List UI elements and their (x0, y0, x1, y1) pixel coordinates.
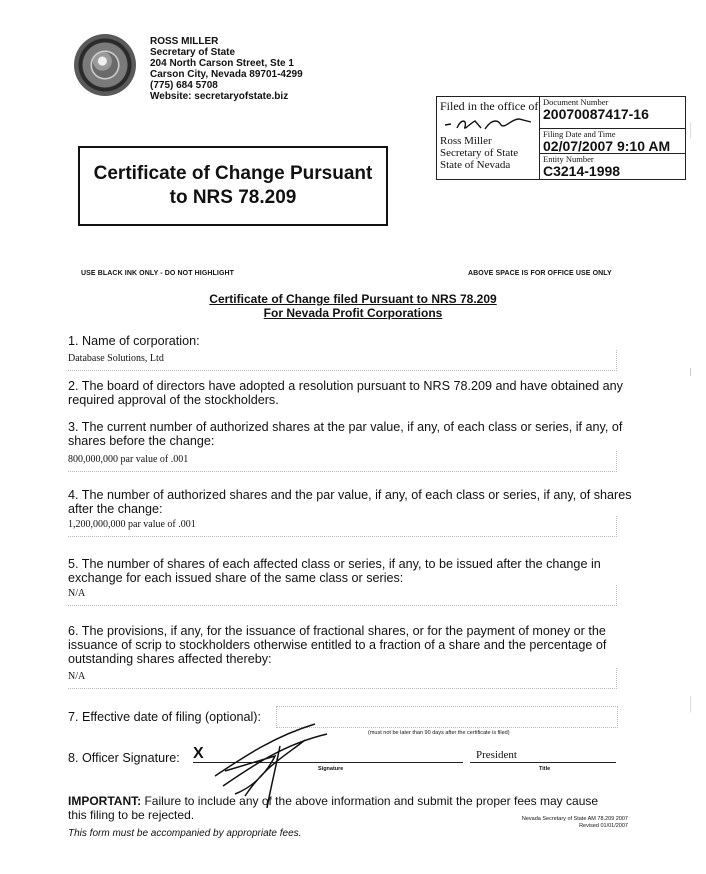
form-identifier (494, 816, 628, 830)
filing-date-cell (540, 129, 685, 154)
shares-issued-field[interactable] (68, 585, 617, 606)
certificate-title-box (78, 146, 388, 226)
secretary-title: Secretary of State (440, 147, 519, 159)
officer-title-value: President (476, 749, 517, 761)
entity-number-cell (540, 154, 685, 179)
form-subtitle-line1: Certificate of Change filed Pursuant to NRS 78.209 (209, 292, 497, 306)
filing-date-label: Filing Date and Time (543, 129, 616, 139)
fractional-shares-value: N/A (68, 671, 86, 682)
entity-number-label: Entity Number (543, 154, 594, 164)
item-6-label: 6. The provisions, if any, for the issuance of fractional shares, or for the payment of money or the issuance of scrip to stockholders otherwise entitled to a fraction of a share and the percentage of outstanding shares affected thereby: (68, 624, 607, 666)
form-revised-text: Revised 01/01/2007 (579, 823, 628, 829)
effective-date-note: (must not be later than 90 days after the certificate is filed) (368, 730, 510, 736)
document-number-label: Document Number (543, 97, 609, 107)
form-subtitle-line2: For Nevada Profit Corporations (263, 306, 443, 320)
form-subtitle (0, 292, 706, 320)
fractional-shares-field[interactable] (68, 668, 617, 689)
certificate-title-line2: to NRS 78.209 (169, 187, 297, 208)
title-line (470, 762, 616, 763)
corporation-name-value: Database Solutions, Ltd (68, 353, 164, 364)
office-use-note: ABOVE SPACE IS FOR OFFICE USE ONLY (468, 270, 612, 277)
ink-instruction: USE BLACK INK ONLY - DO NOT HIGHLIGHT (81, 270, 235, 277)
item-4-label: 4. The number of authorized shares and the par value, if any, of each class or series, if any, of shares after the change: (68, 488, 632, 516)
filed-in-label: Filed in the office of (440, 99, 539, 113)
office-header (150, 36, 303, 102)
entity-number-value: C3214-1998 (543, 163, 621, 179)
document-number-cell (540, 97, 685, 129)
official-title: Secretary of State (150, 47, 236, 58)
state-seal (74, 34, 136, 96)
form-id-text: Nevada Secretary of State AM 78.209 2007 (521, 816, 628, 822)
shares-issued-value: N/A (68, 588, 86, 599)
document-number-value: 20070087417-16 (543, 106, 649, 122)
corporation-name-field[interactable] (68, 350, 617, 371)
filing-stamp-box (436, 96, 686, 180)
office-phone: (775) 684 5708 (150, 80, 218, 91)
filing-date-value: 02/07/2007 9:10 AM (543, 138, 671, 154)
item-2-text: 2. The board of directors have adopted a resolution pursuant to NRS 78.209 and have obtained any required approval of the stockholders. (68, 379, 623, 407)
item-1-label: 1. Name of corporation: (68, 334, 200, 348)
item-5-label: 5. The number of shares of each affected class or series, if any, to be issued after the change in exchange for each issued share of the same class or series: (68, 557, 601, 585)
item-8-label: 8. Officer Signature: (68, 751, 180, 765)
item-7-label: 7. Effective date of filing (optional): (68, 710, 261, 724)
shares-after-value: 1,200,000,000 par value of .001 (68, 519, 196, 530)
signature-x-mark: X (193, 745, 204, 762)
scan-edge (690, 40, 691, 860)
filing-office-cell (437, 97, 540, 179)
title-caption: Title (539, 766, 551, 772)
important-label: IMPORTANT: (68, 794, 142, 808)
item-3-label: 3. The current number of authorized shares at the par value, if any, of each class or series, if any, of shares before the change: (68, 420, 623, 448)
official-name: ROSS MILLER (150, 36, 219, 47)
secretary-name: Ross Miller (440, 135, 492, 147)
secretary-signature-icon (441, 113, 537, 133)
office-address-line2: Carson City, Nevada 89701-4299 (150, 69, 303, 80)
shares-before-field[interactable] (68, 451, 617, 472)
shares-before-value: 800,000,000 par value of .001 (68, 454, 189, 465)
office-website: Website: secretaryofstate.biz (150, 91, 289, 102)
important-text: Failure to include any of the above information and submit the proper fees may cause this filing to be rejected. (68, 794, 599, 822)
fees-notice: This form must be accompanied by appropriate fees. (68, 828, 302, 839)
shares-after-field[interactable] (68, 516, 617, 537)
signature-caption: Signature (318, 766, 344, 772)
certificate-title-line1: Certificate of Change Pursuant (93, 163, 373, 184)
office-address-line1: 204 North Carson Street, Ste 1 (150, 58, 294, 69)
secretary-state: State of Nevada (440, 159, 511, 171)
